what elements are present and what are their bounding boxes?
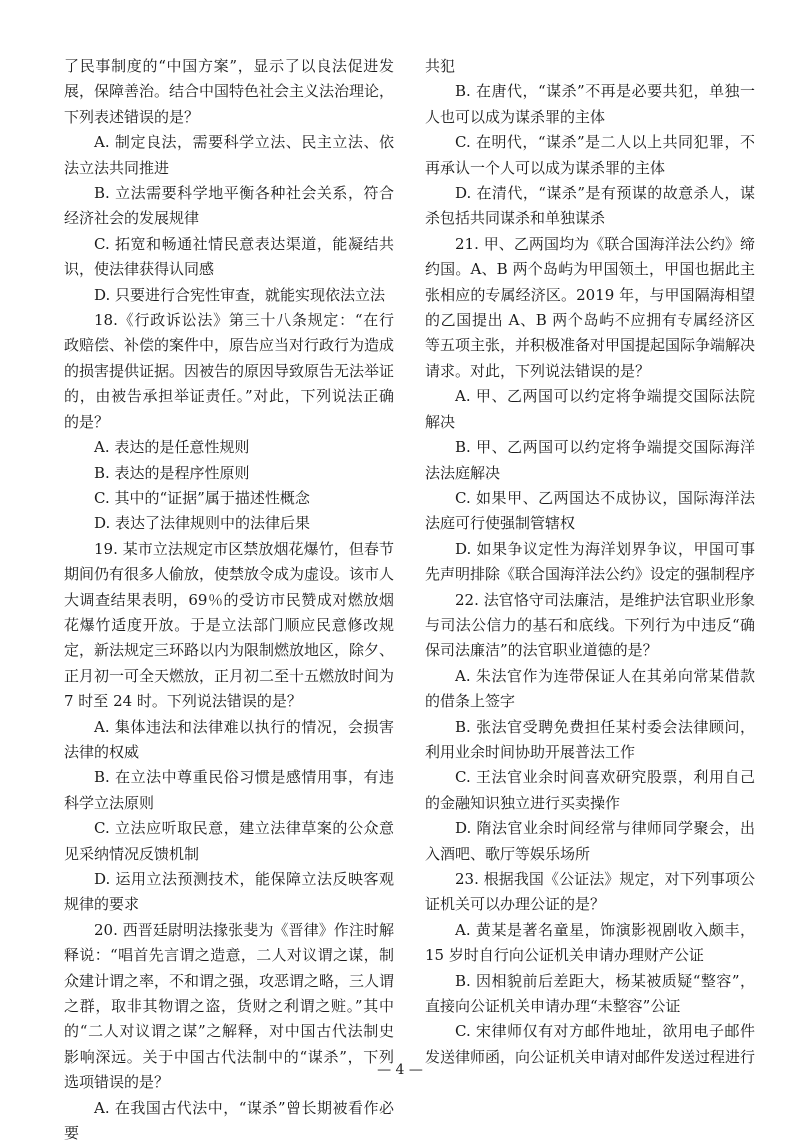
paragraph: A. 制定良法，需要科学立法、民主立法、依法立法共同推进	[64, 133, 394, 177]
paragraph: C. 其中的“证据”属于描述性概念	[94, 488, 310, 507]
paragraph: 19. 某市立法规定市区禁放烟花爆竹，但春节期间仍有很多人偷放，使禁放令成为虚设。该市人大调查结果表明，69％的受访市民赞成对燃放烟花爆竹适度开放。于是立法部门顺应民意修改规定，新法规定三环路以内为限制燃放地区，除夕、正月初一可全天燃放，正月初二至十五燃放时间为 7 时至 24 时。下列说法错误的是？	[64, 539, 395, 711]
right-column	[425, 54, 755, 1070]
paragraph: D. 运用立法预测技术，能保障立法反映客观规律的要求	[64, 870, 394, 914]
paragraph: B. 立法需要科学地平衡各种社会关系，符合经济社会的发展规律	[64, 184, 394, 228]
paragraph: C. 王法官业余时间喜欢研究股票，利用自己的金融知识独立进行买卖操作	[425, 768, 755, 812]
paragraph: B. 在立法中尊重民俗习惯是感情用事，有违科学立法原则	[64, 768, 394, 812]
paragraph: 20. 西晋廷尉明法掾张斐为《晋律》作注时解释说：“唱首先言谓之造意，二人对议谓之谋，制众建计谓之率，不和谓之强，攻恶谓之略，三人谓之群，取非其物谓之盗，货财之利谓之赃。”其中的“二人对议谓之谋”之解释，对中国古代法制史影响深远。关于中国古代法制中的“谋杀”，下列选项错误的是？	[64, 920, 395, 1092]
paragraph: D. 在清代，“谋杀”是有预谋的故意杀人，谋杀包括共同谋杀和单独谋杀	[425, 184, 755, 228]
paragraph: B. 张法官受聘免费担任某村委会法律顾问，利用业余时间协助开展普法工作	[425, 717, 755, 761]
paragraph: B. 表达的是程序性原则	[94, 463, 250, 482]
paragraph: A. 表达的是任意性规则	[94, 438, 250, 457]
paragraph: A. 在我国古代法中，“谋杀”曾长期被看作必要	[64, 1098, 394, 1143]
paragraph: A. 黄某是著名童星，饰演影视剧收入颇丰，15 岁时自行向公证机关申请办理财产公证	[425, 920, 755, 965]
left-column	[64, 54, 394, 1146]
paragraph: D. 如果争议定性为海洋划界争议，甲国可事先声明排除《联合国海洋法公约》设定的强制程序	[425, 539, 756, 584]
paragraph: D. 隋法官业余时间经常与律师同学聚会，出入酒吧、歌厅等娱乐场所	[425, 819, 755, 863]
paragraph: A. 朱法官作为连带保证人在其弟向常某借款的借条上签字	[425, 666, 755, 711]
paragraph: 21. 甲、乙两国均为《联合国海洋法公约》缔约国。A、B 两个岛屿为甲国领土，甲国也据此主张相应的专属经济区。2019 年，与甲国隔海相望的乙国提出 A、B 两个岛屿不应拥有专属经济区等五项主张，并积极准备对甲国提起国际争端解决请求。对此，下列说法错误的是？	[425, 234, 756, 380]
paragraph: C. 宋律师仅有对方邮件地址，欲用电子邮件发送律师函，向公证机关申请对邮件发送过程进行	[425, 1022, 756, 1066]
paragraph: D. 表达了法律规则中的法律后果	[94, 514, 311, 533]
paragraph: 共犯	[425, 57, 456, 75]
paragraph: A. 甲、乙两国可以约定将争端提交国际法院解决	[425, 387, 755, 431]
paragraph: B. 在唐代，“谋杀”不再是必要共犯，单独一人也可以成为谋杀罪的主体	[425, 82, 755, 126]
paragraph: 18.《行政诉讼法》第三十八条规定：“在行政赔偿、补偿的案件中，原告应当对行政行为造成的损害提供证据。因被告的原因导致原告无法举证的，由被告承担举证责任。”对此，下列说法正确的是？	[64, 311, 395, 431]
paragraph: C. 立法应听取民意，建立法律草案的公众意见采纳情况反馈机制	[64, 819, 394, 863]
page-number: — 4 —	[377, 1062, 423, 1078]
paragraph: 22. 法官恪守司法廉洁，是维护法官职业形象与司法公信力的基石和底线。下列行为中违反“确保司法廉洁”的法官职业道德的是？	[425, 590, 755, 660]
paragraph: A. 集体违法和法律难以执行的情况，会损害法律的权威	[64, 717, 394, 761]
paragraph: C. 如果甲、乙两国达不成协议，国际海洋法法庭可行使强制管辖权	[425, 488, 755, 533]
paragraph: B. 因相貌前后差距大，杨某被质疑“整容”，直接向公证机关申请办理“未整容”公证	[425, 971, 755, 1016]
paragraph: B. 甲、乙两国可以约定将争端提交国际海洋法法庭解决	[425, 438, 755, 482]
paragraph: C. 在明代，“谋杀”是二人以上共同犯罪，不再承认一个人可以成为谋杀罪的主体	[425, 133, 755, 177]
paragraph: C. 拓宽和畅通社情民意表达渠道，能凝结共识，使法律获得认同感	[64, 234, 394, 279]
paragraph: 了民事制度的“中国方案”，显示了以良法促进发展，保障善治。结合中国特色社会主义法治理论，下列表述错误的是？	[64, 57, 395, 126]
paragraph: D. 只要进行合宪性审查，就能实现依法立法	[94, 285, 386, 304]
paragraph: 23. 根据我国《公证法》规定，对下列事项公证机关可以办理公证的是？	[425, 870, 755, 914]
